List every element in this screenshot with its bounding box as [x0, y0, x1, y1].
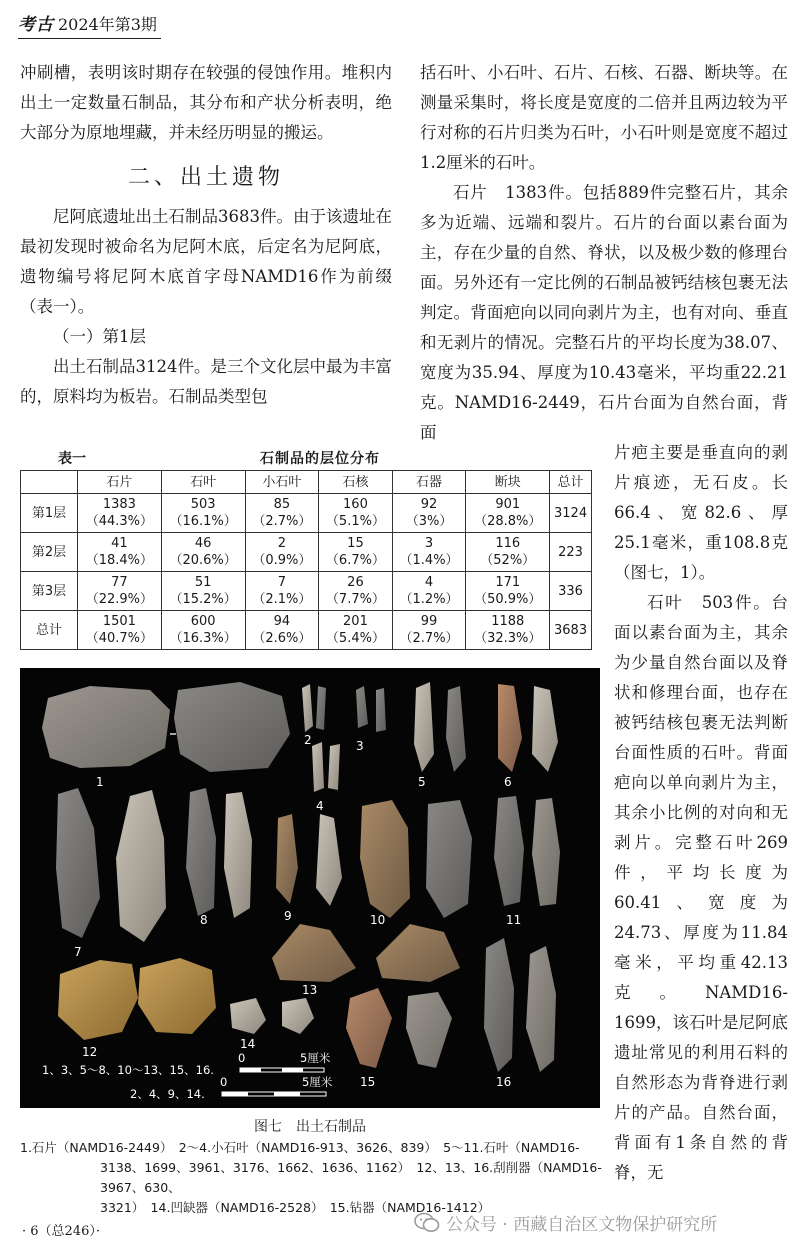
label-11: 11 — [506, 913, 522, 927]
artifact-1-ventral — [42, 686, 170, 768]
table-cell — [392, 533, 466, 572]
table-cell — [392, 494, 466, 533]
paragraph-blades: 石叶 503件。台面以素台面为主，其余为少量自然台面以及脊状和修理台面，也存在被钙结核包裹无法判断台面性质的石叶。背面疤向以单向剥片为主，其余小比例的对向和无剥片。完整石叶269件，平均长度为60.41、宽度为24.73、厚度为11.84毫米，平均重42.13克。NAMD16-1699，该石叶是尼阿底遗址常见的利用石料的自然形态为背脊进行剥片的产品。自然台面，背面有1条自然的背脊，无 — [614, 593, 788, 1182]
artifact-10 — [360, 800, 410, 918]
label-10: 10 — [370, 913, 386, 927]
scale1-length: 5厘米 — [300, 1051, 331, 1065]
artifact-6 — [498, 684, 522, 772]
row-label: 第2层 — [21, 533, 78, 572]
cell-count: 85 — [273, 497, 291, 512]
artifact-12 — [58, 960, 138, 1040]
table-cell — [78, 494, 162, 533]
table-cell — [319, 611, 393, 650]
cell-percent: （15.2%） — [169, 592, 237, 607]
row-total: 3683 — [550, 611, 592, 650]
column-header: 断块 — [466, 471, 550, 494]
figure-legend — [20, 1138, 608, 1218]
row-total: 336 — [550, 572, 592, 611]
artifact-1-dorsal — [174, 682, 290, 772]
table-cell — [161, 572, 245, 611]
cell-percent: （2.6%） — [252, 631, 312, 646]
label-9: 9 — [284, 909, 292, 923]
cell-percent: （22.9%） — [85, 592, 154, 607]
cell-count: 7 — [277, 575, 286, 590]
table-header-row — [21, 471, 592, 494]
artifact-9 — [276, 814, 298, 904]
table-cell — [78, 572, 162, 611]
row-total: 3124 — [550, 494, 592, 533]
table-cell — [161, 494, 245, 533]
paragraph-layer1: 出土石制品3124件。是三个文化层中最为丰富的，原料均为板岩。石制品类型包 — [20, 357, 392, 406]
label-14: 14 — [240, 1037, 256, 1051]
cell-count: 160 — [343, 497, 368, 512]
table-cell — [319, 572, 393, 611]
table-row — [21, 533, 592, 572]
cell-count: 901 — [495, 497, 521, 512]
cell-percent: （2.7%） — [399, 631, 459, 646]
table-cell — [245, 533, 319, 572]
section-heading: 二、出土遗物 — [127, 165, 284, 190]
table-cell — [466, 572, 550, 611]
cell-percent: （5.4%） — [325, 631, 385, 646]
paragraph-continued: 冲刷槽，表明该时期存在较强的侵蚀作用。堆积内出土一定数量石制品，其分布和产状分析表明，绝大部分为原地埋藏，并未经历明显的搬运。 — [20, 63, 392, 142]
table-row — [21, 611, 592, 650]
table-cell — [161, 533, 245, 572]
cell-percent: （16.1%） — [169, 514, 237, 529]
cell-count: 171 — [495, 575, 521, 590]
label-8: 8 — [200, 913, 208, 927]
column-header: 小石叶 — [245, 471, 319, 494]
table-cell — [245, 494, 319, 533]
figure-caption: 图七 出土石制品 — [254, 1119, 366, 1135]
cell-percent: （0.9%） — [252, 553, 312, 568]
label-12: 12 — [82, 1045, 98, 1059]
label-4: 4 — [316, 799, 324, 813]
artifact-5 — [414, 682, 434, 772]
legend-line: 3138、1699、3961、3176、1662、1636、1162） 12、13、16.刮削器（NAMD16-3967、630、 — [100, 1160, 602, 1195]
table-cell — [466, 494, 550, 533]
artifact-3 — [356, 686, 368, 728]
table-cell — [319, 494, 393, 533]
issue-label: 2024年第3期 — [58, 15, 157, 34]
scale1-zero: 0 — [238, 1051, 246, 1065]
cell-count: 46 — [194, 536, 212, 551]
cell-count: 15 — [347, 536, 364, 551]
watermark-text: 公众号 · 西藏自治区文物保护研究所 — [446, 1215, 718, 1235]
subheading-layer1: （一）第1层 — [53, 327, 146, 346]
cell-count: 503 — [190, 497, 216, 512]
cell-percent: （52%） — [480, 553, 536, 568]
label-7: 7 — [74, 945, 82, 959]
cell-count: 116 — [495, 536, 521, 551]
cell-count: 1383 — [102, 497, 136, 512]
artifact-8 — [186, 788, 216, 916]
table-cell — [161, 611, 245, 650]
artifact-14 — [230, 998, 266, 1034]
narrow-column — [614, 438, 788, 1188]
table-cell — [319, 533, 393, 572]
table-cell — [78, 611, 162, 650]
cell-count: 1501 — [102, 614, 136, 629]
label-5: 5 — [418, 775, 426, 789]
paragraph-flakes: 石片 1383件。包括889件完整石片，其余多为近端、远端和裂片。石片的台面以素台面为主，存在少量的自然、脊状，以及极少数的修理台面。另外还有一定比例的石制品被钙结核包裹无法判定。背面疤向以同向剥片为主，也有对向、垂直和无剥片的情况。完整石片的平均长度为38.07、宽度为35.94、厚度为10.43毫米，平均重22.21克。NAMD16-2449，石片台面为自然台面，背面 — [420, 183, 788, 442]
paragraph-flake-continued: 片疤主要是垂直向的剥片痕迹，无石皮。长66.4、宽82.6、厚25.1毫米，重108.8克（图七，1）。 — [614, 443, 788, 582]
scale2-length: 5厘米 — [302, 1075, 333, 1089]
running-header — [18, 10, 161, 39]
scale2-zero: 0 — [220, 1075, 228, 1089]
label-3: 3 — [356, 739, 364, 753]
cell-count: 94 — [273, 614, 291, 629]
column-header: 石核 — [319, 471, 393, 494]
table-cell — [78, 533, 162, 572]
cell-percent: （50.9%） — [474, 592, 542, 607]
table-cell — [392, 611, 466, 650]
cell-count: 3 — [424, 536, 434, 551]
page-number: · 6（总246）· — [22, 1224, 100, 1239]
cell-percent: （40.7%） — [85, 631, 154, 646]
label-2: 2 — [304, 733, 312, 747]
stone-artifacts-photo — [20, 668, 600, 1108]
row-label: 第1层 — [21, 494, 78, 533]
cell-percent: （32.3%） — [474, 631, 542, 646]
column-header — [21, 471, 78, 494]
table-cell — [392, 572, 466, 611]
row-label: 总计 — [21, 611, 78, 650]
table-cell — [466, 533, 550, 572]
legend-line: 1.石片（NAMD16-2449） 2～4.小石叶（NAMD16-913、3626、839） 5～11.石叶（NAMD16- — [20, 1140, 580, 1155]
artifact-7 — [56, 788, 100, 938]
label-16: 16 — [496, 1075, 512, 1089]
row-total: 223 — [550, 533, 592, 572]
table-caption: 石制品的层位分布 — [260, 451, 380, 467]
left-column — [20, 58, 392, 412]
cell-percent: （16.3%） — [169, 631, 237, 646]
cell-percent: （5.1%） — [325, 514, 385, 529]
label-1: 1 — [96, 775, 104, 789]
paragraph-continued-right: 括石叶、小石叶、石片、石核、石器、断块等。在测量采集时，将长度是宽度的二倍并且两边较为平行对称的石片归类为石叶，小石叶则是宽度不超过1.2厘米的石叶。 — [420, 63, 788, 172]
cell-count: 77 — [111, 575, 128, 590]
journal-logo: 考古 — [18, 15, 54, 35]
label-6: 6 — [504, 775, 512, 789]
cell-count: 41 — [111, 536, 128, 551]
label-15: 15 — [360, 1075, 376, 1089]
wechat-icon — [414, 1212, 440, 1234]
label-13: 13 — [302, 983, 318, 997]
scale1-items: 1、3、5～8、10～13、15、16. — [42, 1063, 214, 1077]
cell-percent: （7.7%） — [325, 592, 385, 607]
table-cell — [245, 611, 319, 650]
column-header: 石片 — [78, 471, 162, 494]
artifact-11 — [494, 796, 524, 906]
artifact-16 — [484, 938, 514, 1072]
cell-count: 99 — [420, 614, 438, 629]
artifact-4 — [312, 742, 324, 792]
cell-count: 26 — [347, 575, 364, 590]
cell-count: 600 — [190, 614, 216, 629]
distribution-table — [20, 470, 592, 650]
column-header: 总计 — [550, 471, 592, 494]
column-header: 石叶 — [161, 471, 245, 494]
cell-count: 4 — [424, 575, 434, 590]
scale2-items: 2、4、9、14. — [130, 1087, 205, 1101]
scale-bar-2 — [222, 1092, 326, 1096]
cell-percent: （1.4%） — [399, 553, 459, 568]
scale-bar-1 — [240, 1068, 324, 1072]
cell-percent: （18.4%） — [85, 553, 154, 568]
table-cell — [245, 572, 319, 611]
watermark — [414, 1210, 717, 1235]
right-column — [420, 58, 788, 448]
cell-count: 92 — [420, 497, 438, 512]
cell-percent: （2.7%） — [252, 514, 312, 529]
column-header: 石器 — [392, 471, 466, 494]
cell-count: 201 — [343, 614, 368, 629]
table-number: 表一 — [58, 451, 86, 467]
cell-percent: （6.7%） — [325, 553, 385, 568]
row-label: 第3层 — [21, 572, 78, 611]
table-cell — [466, 611, 550, 650]
paragraph-intro: 尼阿底遗址出土石制品3683件。由于该遗址在最初发现时被命名为尼阿木底，后定名为尼阿底，遗物编号将尼阿木底首字母NAMD16作为前缀（表一）。 — [20, 207, 392, 316]
cell-count: 51 — [194, 575, 212, 590]
artifact-2 — [302, 684, 313, 732]
artifact-13 — [272, 924, 356, 982]
cell-percent: （3%） — [405, 514, 453, 529]
table-row — [21, 572, 592, 611]
cell-count: 2 — [277, 536, 286, 551]
table-row — [21, 494, 592, 533]
cell-percent: （20.6%） — [169, 553, 237, 568]
cell-percent: （28.8%） — [474, 514, 542, 529]
cell-percent: （1.2%） — [399, 592, 459, 607]
artifact-plate — [20, 668, 600, 1108]
cell-count: 1188 — [491, 614, 525, 629]
cell-percent: （44.3%） — [85, 514, 154, 529]
artifact-15 — [346, 988, 392, 1068]
legend-line: 3321） 14.凹缺器（NAMD16-2528） 15.钻器（NAMD16-1412） — [100, 1200, 491, 1215]
cell-percent: （2.1%） — [252, 592, 312, 607]
